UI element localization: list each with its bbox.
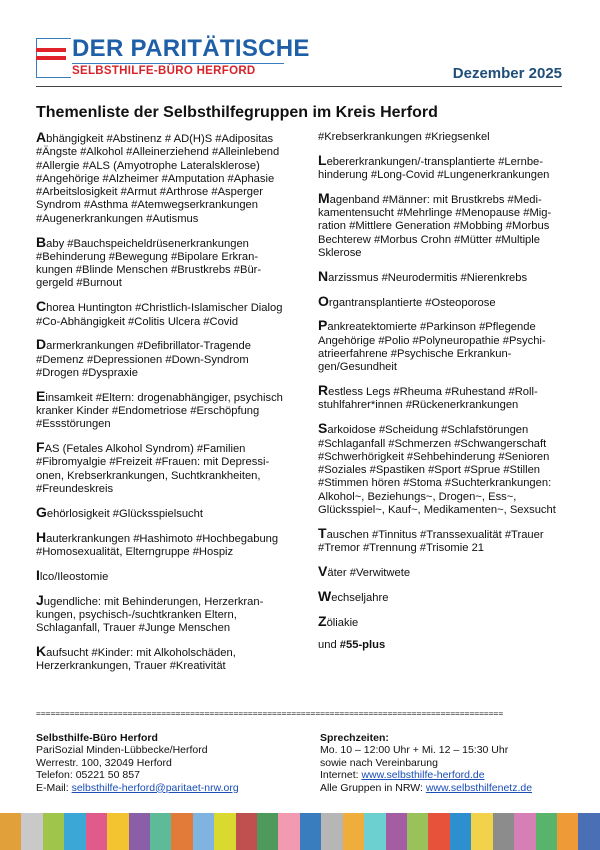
topic-text: horea Huntington #Christlich-Islamischer Dialog #Co-Abhängigkeit #Colitis Ulcera #Covid — [36, 302, 283, 328]
stripe-segment — [343, 813, 364, 850]
topic-initial: M — [318, 189, 330, 206]
page-title: Themenliste der Selbsthilfegruppen im Kreis Herford — [36, 104, 438, 121]
nrw-label: Alle Gruppen in NRW: — [320, 781, 426, 794]
footer-hours — [320, 732, 570, 794]
topic-initial: W — [318, 587, 332, 604]
topic-text: ebererkrankungen/-transplantierte #Lernbehinderung #Long-Covid #Lungenerkrankungen — [318, 155, 550, 182]
topic-text: agenband #Männer: mit Brustkrebs #Medikamentensucht #Mehrlinge #Menopause #Migration #Mittlere Generation #Mobbing #Morbus Bechterew #Morbus Crohn #Mütter #Multiple Sklerose — [318, 193, 552, 260]
topic-initial: Z — [318, 612, 327, 629]
website-link[interactable]: www.selbsthilfe-herford.de — [361, 769, 485, 782]
topic-text: #Krebserkrankungen #Kriegsenkel — [318, 131, 490, 143]
topic-initial: E — [36, 387, 46, 404]
topic-text: lco/Ileostomie — [39, 570, 109, 583]
topic-initial: L — [318, 151, 327, 168]
topic-entry — [318, 131, 566, 144]
office-hours-note: sowie nach Vereinbarung — [320, 756, 438, 769]
topic-initial: N — [318, 267, 329, 284]
topic-text: bhängigkeit #Abstinenz # AD(H)S #Adipositas #Ängste #Alkohol #Alleinerziehend #Alleinlebend #Allergie #ALS (Amyotrophe Lateralsklerose) #Angehörige #Alzheimer #Amputation #Aphasie #Arbeitslosigkeit #Armut #Arthrose #Asperger Syndrom #Asthma #Atemwegserkrankungen #Augenerkrankungen #Autismus — [36, 133, 280, 225]
topic-entry — [318, 267, 566, 285]
nrw-link[interactable]: www.selbsthilfenetz.de — [425, 781, 533, 794]
stripe-segment — [129, 813, 150, 850]
stripe-segment — [107, 813, 128, 850]
stripe-segment — [0, 813, 21, 850]
topic-entry — [318, 319, 566, 374]
stripe-segment — [428, 813, 449, 850]
office-phone: Telefon: 05221 50 857 — [36, 769, 140, 782]
stripe-segment — [86, 813, 107, 850]
topic-entry — [36, 131, 286, 226]
topic-text: auschen #Tinnitus #Transsexualität #Trauer #Tremor #Trennung #Trisomie 21 — [318, 528, 544, 555]
nrw-row — [320, 782, 570, 794]
logo-subtitle: SELBSTHILFE-BÜRO HERFORD — [72, 65, 256, 77]
stripe-segment — [64, 813, 85, 850]
logo-bar-top — [36, 48, 66, 52]
office-org: PariSozial Minden-Lübbecke/Herford — [36, 744, 208, 757]
footer-contact — [36, 732, 306, 794]
topic-entry — [36, 566, 286, 584]
stripe-segment — [493, 813, 514, 850]
stripe-segment — [471, 813, 492, 850]
color-stripe — [0, 813, 600, 850]
topic-initial: I — [36, 566, 40, 583]
stripe-segment — [150, 813, 171, 850]
stripe-segment — [321, 813, 342, 850]
topic-initial: B — [36, 233, 47, 250]
topic-text: aby #Bauchspeicheldrüsenerkrankungen #Behinderung #Bewegung #Bipolare Erkrankungen #Blinde Menschen #Brustkrebs #Bürgergeld #Burnout — [36, 237, 262, 290]
logo — [36, 35, 310, 84]
topic-text: armerkrankungen #Defibrillator-Tragende #Demenz #Depressionen #Down-Syndrom #Drogen #Dyspraxie — [36, 340, 251, 379]
topic-entry — [318, 612, 566, 630]
topic-text: arkoidose #Scheidung #Schlafstörungen #Schlaganfall #Schmerzen #Schwangerschaft #Schwerhörigkeit #Sehbehinderung #Senioren #Soziales #Spastiken #Sport #Sprue #Stillen #Stimmen hören #Stoma #Suchterkrankungen: Alkohol~, Beziehungs~, Drogen~, Ess~, Glücksspiel~, Kauf~, Medikamenten~, Sexsucht — [318, 424, 556, 517]
closing-prefix: und — [318, 639, 340, 652]
topic-text: rgantransplantierte #Osteoporose — [328, 296, 496, 309]
email-label: E-Mail: — [36, 781, 72, 794]
stripe-segment — [236, 813, 257, 850]
email-link[interactable]: selbsthilfe-herford@paritaet-nrw.org — [71, 781, 239, 794]
topic-entry — [36, 642, 286, 674]
topic-initial: K — [36, 642, 47, 659]
topic-text: echseljahre — [331, 591, 389, 604]
topic-initial: A — [36, 129, 47, 145]
topic-entry — [36, 300, 286, 329]
internet-label: Internet: — [320, 769, 362, 782]
topic-text: ankreatektomierte #Parkinson #Pflegende Angehörige #Polio #Polyneuropathie #Psychiatrieerfahrene #Psychische Erkrankungen/Gesundheit — [318, 321, 546, 374]
topic-entry — [318, 384, 566, 413]
topic-entry — [318, 587, 566, 605]
topic-text: estless Legs #Rheuma #Ruhestand #Rollstuhlfahrer*innen #Rückenerkrankungen — [318, 386, 538, 412]
topic-entry — [36, 591, 286, 636]
topic-entry — [36, 338, 286, 380]
topic-entry — [318, 422, 566, 517]
topic-text: ugendliche: mit Behinderungen, Herzerkrankungen, psychisch-/suchtkranken Eltern, Schlaganfall, Trauer #Junge Menschen — [36, 595, 264, 635]
topic-text: auterkrankungen #Hashimoto #Hochbegabung #Homosexualität, Elterngruppe #Hospiz — [36, 532, 279, 558]
topic-initial: J — [36, 591, 44, 608]
topic-column-right — [318, 131, 566, 662]
topic-entry — [318, 292, 566, 310]
logo-name: DER PARITÄTISCHE — [72, 35, 310, 62]
logo-divider — [72, 63, 284, 64]
stripe-segment — [407, 813, 428, 850]
closing-tag: #55-plus — [339, 639, 386, 652]
stripe-segment — [514, 813, 535, 850]
stripe-segment — [214, 813, 235, 850]
topic-entry — [318, 151, 566, 183]
stripe-segment — [193, 813, 214, 850]
stripe-segment — [450, 813, 471, 850]
topic-text: ehörlosigkeit #Glücksspielsucht — [46, 507, 203, 520]
topic-entry — [36, 233, 286, 291]
issue-date: Dezember 2025 — [452, 65, 562, 82]
topic-entry — [318, 189, 566, 260]
stripe-segment — [43, 813, 64, 850]
topic-entry — [36, 528, 286, 560]
topic-initial: C — [36, 298, 47, 315]
stripe-segment — [536, 813, 557, 850]
topic-initial: T — [318, 524, 327, 541]
topic-text: arzissmus #Neurodermitis #Nierenkrebs — [328, 271, 528, 284]
topic-entry — [36, 503, 286, 521]
topic-initial: R — [318, 382, 329, 399]
topic-initial: S — [318, 420, 328, 437]
internet-row — [320, 769, 570, 781]
topic-initial: D — [36, 336, 47, 353]
office-name: Selbsthilfe-Büro Herford — [36, 732, 158, 744]
topic-text: öliakie — [326, 616, 359, 629]
separator-line: ================================================================================================= — [36, 710, 504, 718]
logo-bar-bottom — [36, 56, 66, 60]
stripe-segment — [386, 813, 407, 850]
topic-initial: P — [318, 317, 328, 334]
topic-entry — [318, 562, 566, 580]
stripe-segment — [557, 813, 578, 850]
closing-entry — [318, 639, 566, 652]
topic-text: AS (Fetales Alkohol Syndrom) #Familien #Fibromyalgie #Freizeit #Frauen: mit Depressionen, Krebserkrankungen, Suchtkrankheiten, #Freundeskreis — [36, 443, 270, 496]
office-address: Werrestr. 100, 32049 Herford — [36, 756, 172, 769]
stripe-segment — [21, 813, 42, 850]
office-hours-title: Sprechzeiten: — [320, 732, 389, 744]
stripe-segment — [278, 813, 299, 850]
stripe-segment — [578, 813, 599, 850]
topic-initial: F — [36, 439, 45, 456]
topic-initial: H — [36, 528, 47, 545]
topic-initial: V — [318, 562, 328, 579]
topic-column-left — [36, 131, 286, 683]
office-email-row — [36, 782, 306, 794]
topic-text: aufsucht #Kinder: mit Alkoholschäden, Herzerkrankungen, Trauer #Kreativität — [36, 646, 236, 673]
stripe-segment — [171, 813, 192, 850]
topic-text: insamkeit #Eltern: drogenabhängiger, psychisch kranker Kinder #Endometriose #Erschöpfung #Essstörungen — [36, 391, 283, 431]
topic-text: äter #Verwitwete — [327, 566, 411, 579]
topic-entry — [36, 387, 286, 432]
stripe-segment — [300, 813, 321, 850]
topic-entry — [318, 524, 566, 556]
stripe-segment — [364, 813, 385, 850]
stripe-segment — [257, 813, 278, 850]
office-hours: Mo. 10 – 12:00 Uhr + Mi. 12 – 15:30 Uhr — [320, 744, 509, 757]
topic-initial: O — [318, 292, 329, 309]
topic-entry — [36, 441, 286, 496]
header-rule — [36, 86, 562, 87]
topic-initial: G — [36, 503, 47, 520]
